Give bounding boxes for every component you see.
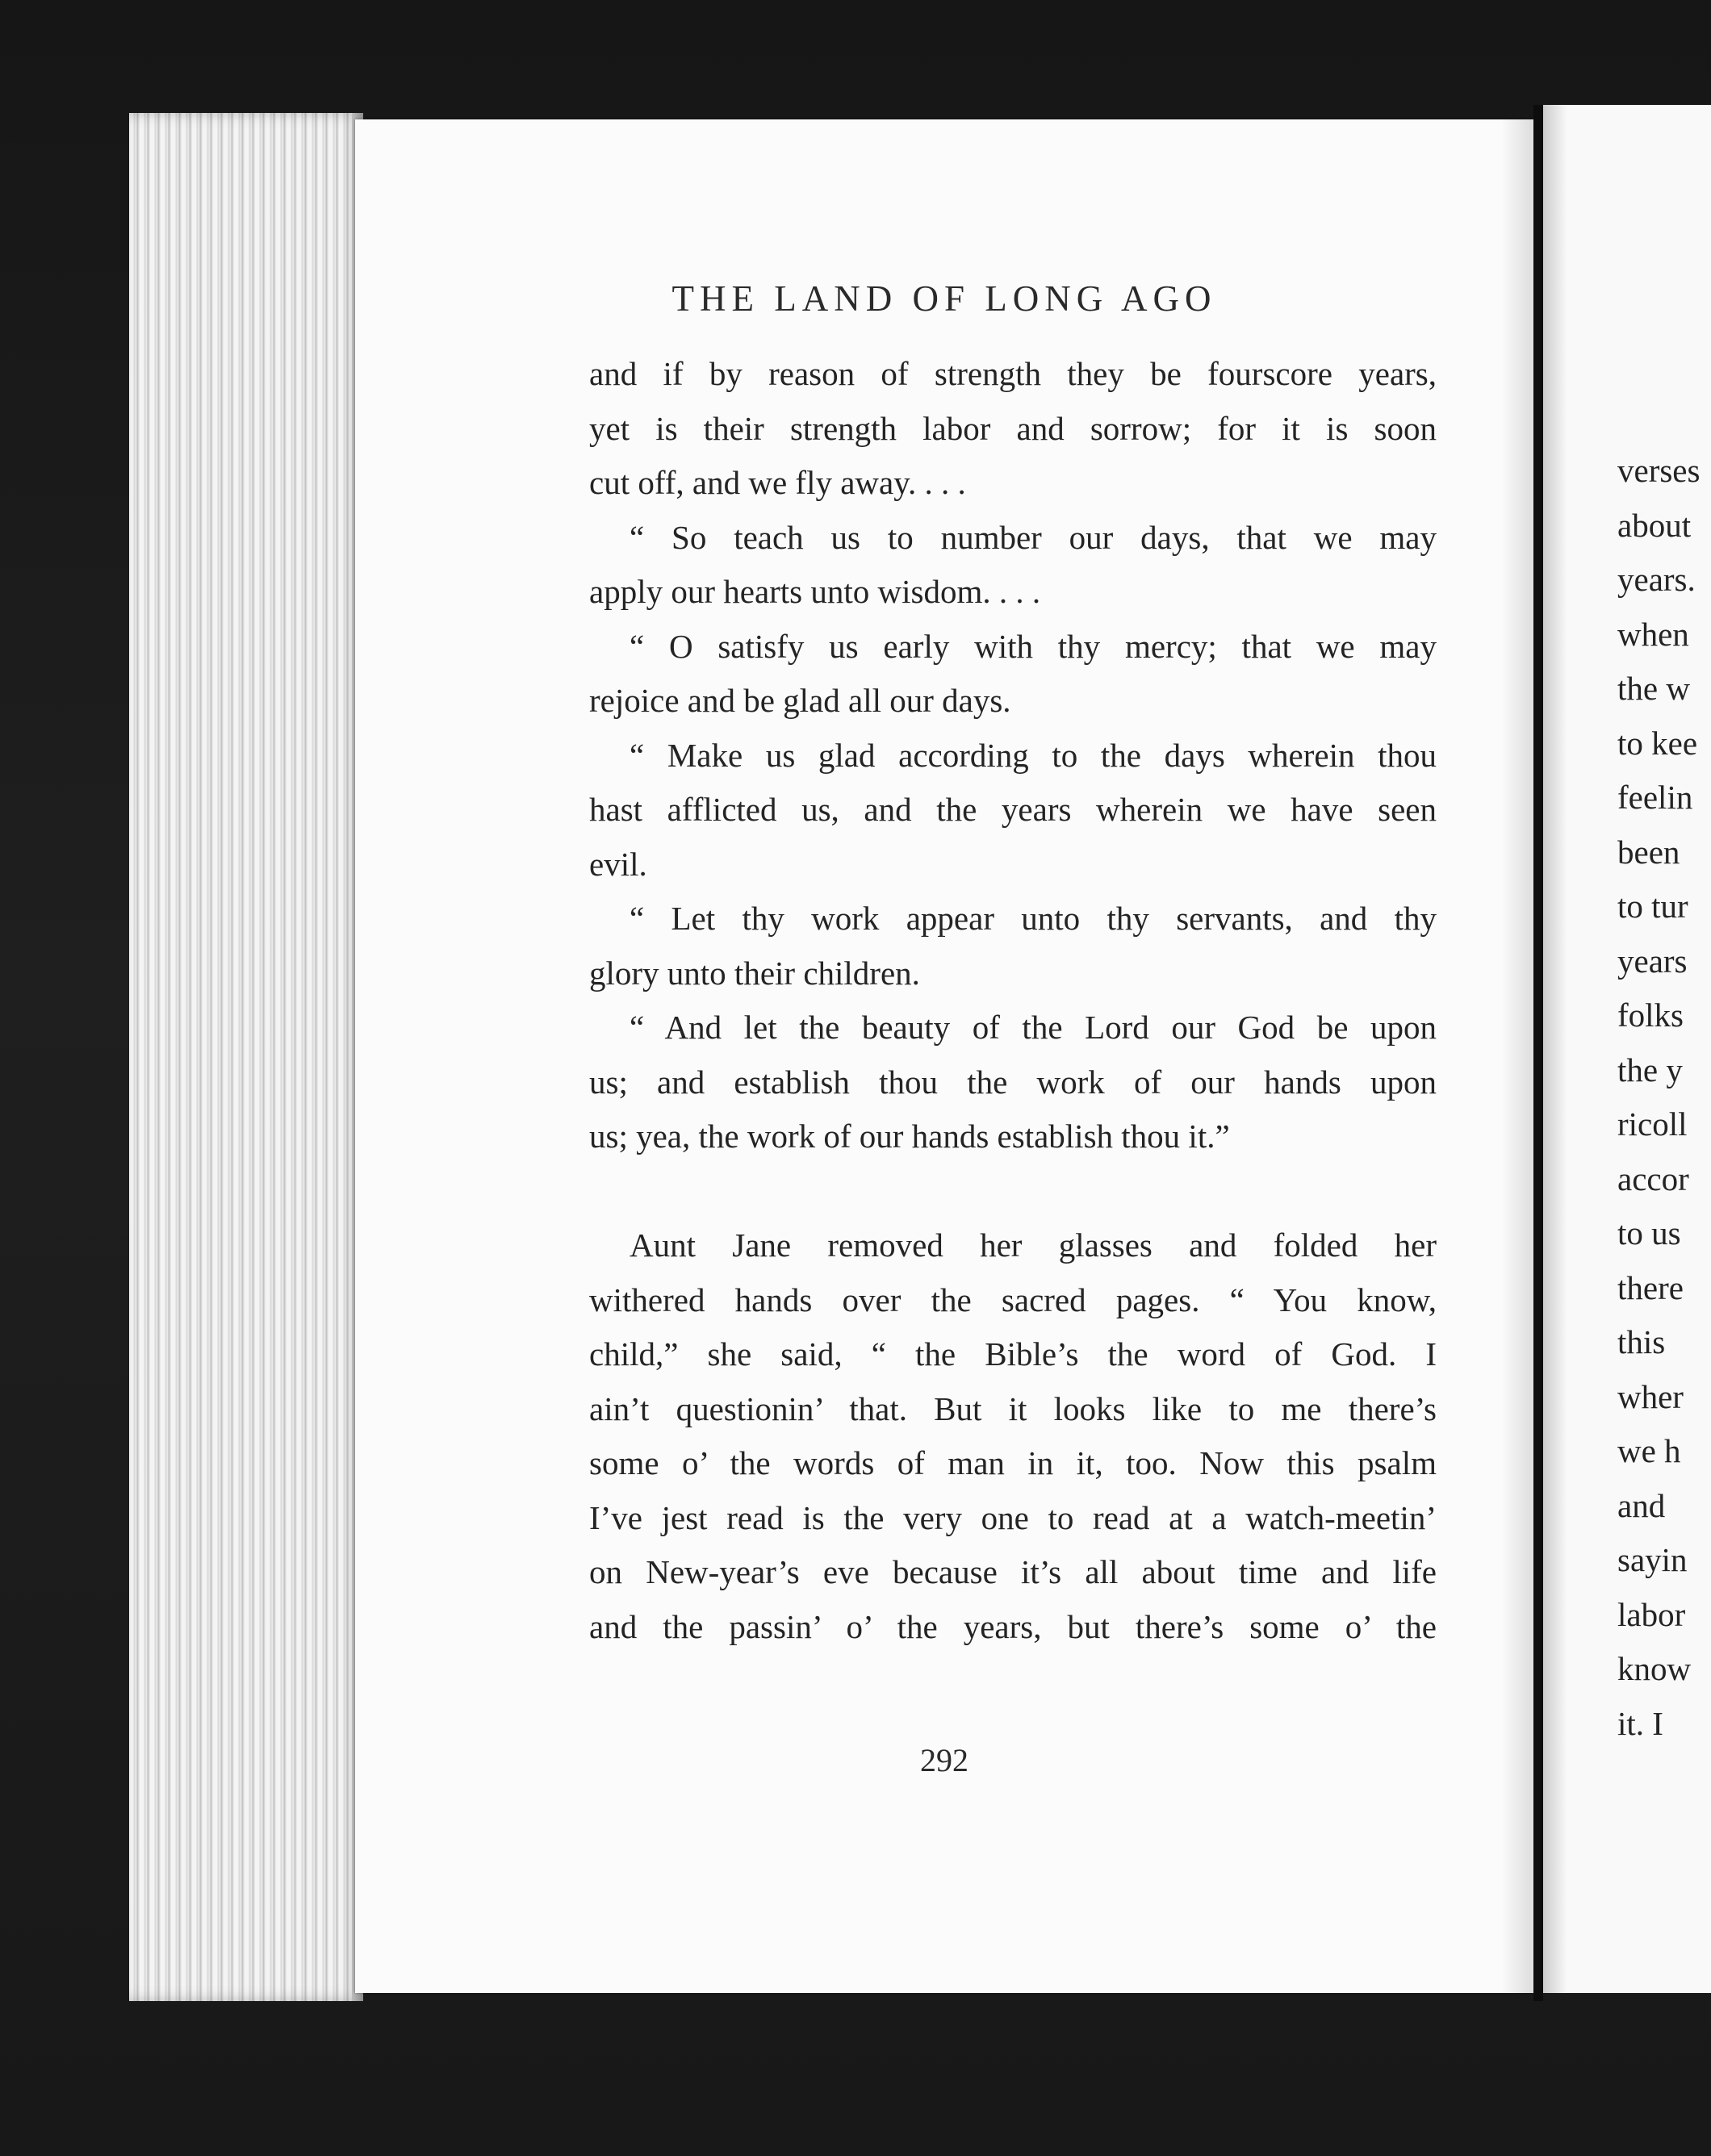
facing-text-line: feelin	[1617, 779, 1693, 816]
facing-text-line: sayin	[1617, 1541, 1688, 1578]
text-line: glory unto their children.	[589, 954, 920, 992]
facing-text-line: years	[1617, 942, 1688, 980]
running-head: THE LAND OF LONG AGO	[671, 278, 1217, 319]
text-line: us; yea, the work of our hands establish thou it.”	[589, 1118, 1230, 1155]
facing-text-line: to us	[1617, 1214, 1681, 1251]
facing-text-line: know	[1617, 1650, 1692, 1687]
text-line: I’ve jest read is the very one to read at a watch-meetin’	[589, 1498, 1437, 1536]
facing-text-line: and	[1617, 1486, 1666, 1524]
text-line: “ And let the beauty of the Lord our God be upon	[630, 1009, 1437, 1046]
facing-page	[1543, 105, 1711, 1993]
facing-text-line: it. I	[1617, 1704, 1663, 1742]
text-line: rejoice and be glad all our days.	[589, 682, 1011, 719]
text-line: child,” she said, “ the Bible’s the word of God. I	[589, 1335, 1437, 1373]
facing-text-line: to tur	[1617, 888, 1688, 925]
facing-text-line: accor	[1617, 1159, 1689, 1197]
facing-text-line: about	[1617, 506, 1692, 544]
text-line: and if by reason of strength they be fourscore years,	[589, 355, 1437, 392]
left-page	[355, 119, 1533, 1993]
facing-text-line: labor	[1617, 1595, 1686, 1633]
text-line: evil.	[589, 845, 647, 883]
facing-text-line: when	[1617, 615, 1689, 653]
facing-page-text	[1617, 444, 1711, 1751]
facing-text-line: we h	[1617, 1432, 1681, 1469]
facing-text-line: ricoll	[1617, 1105, 1688, 1143]
text-line: ain’t questionin’ that. But it looks like to me there’s	[589, 1389, 1437, 1427]
text-line: apply our hearts unto wisdom. . . .	[589, 573, 1041, 610]
page-edges	[129, 113, 363, 2001]
text-line: yet is their strength labor and sorrow; for it is soon	[589, 409, 1437, 447]
facing-text-line: the w	[1617, 670, 1690, 707]
facing-text-line: been	[1617, 833, 1680, 871]
text-line: withered hands over the sacred pages. “ You know,	[589, 1281, 1437, 1318]
text-line: “ Make us glad according to the days wherein thou	[630, 736, 1437, 774]
text-line: on New-year’s eve because it’s all about time and life	[589, 1553, 1437, 1590]
text-line: “ So teach us to number our days, that we may	[630, 518, 1437, 556]
facing-text-line: folks	[1617, 997, 1684, 1034]
text-line: cut off, and we fly away. . . .	[589, 464, 966, 501]
facing-text-line: there	[1617, 1268, 1684, 1306]
text-line: Aunt Jane removed her glasses and folded her	[630, 1226, 1437, 1264]
text-line: us; and establish thou the work of our hands upon	[589, 1063, 1437, 1101]
facing-text-line: years.	[1617, 561, 1696, 598]
facing-text-line: this	[1617, 1323, 1666, 1360]
book-gutter	[1533, 105, 1543, 2001]
text-line: “ O satisfy us early with thy mercy; that we may	[630, 627, 1437, 665]
text-line: hast afflicted us, and the years wherein we have seen	[589, 791, 1437, 828]
facing-text-line: wher	[1617, 1377, 1684, 1415]
facing-text-line: the y	[1617, 1051, 1683, 1088]
text-line: some o’ the words of man in it, too. Now this psalm	[589, 1444, 1437, 1481]
paragraph-gap	[589, 1164, 1437, 1219]
facing-text-line: verses	[1617, 452, 1701, 489]
facing-text-line: to kee	[1617, 724, 1698, 762]
text-line: “ Let thy work appear unto thy servants, and thy	[630, 900, 1437, 937]
page-number: 292	[920, 1742, 968, 1778]
text-line: and the passin’ o’ the years, but there’s some o’ the	[589, 1607, 1437, 1645]
body-text	[589, 347, 1437, 1654]
